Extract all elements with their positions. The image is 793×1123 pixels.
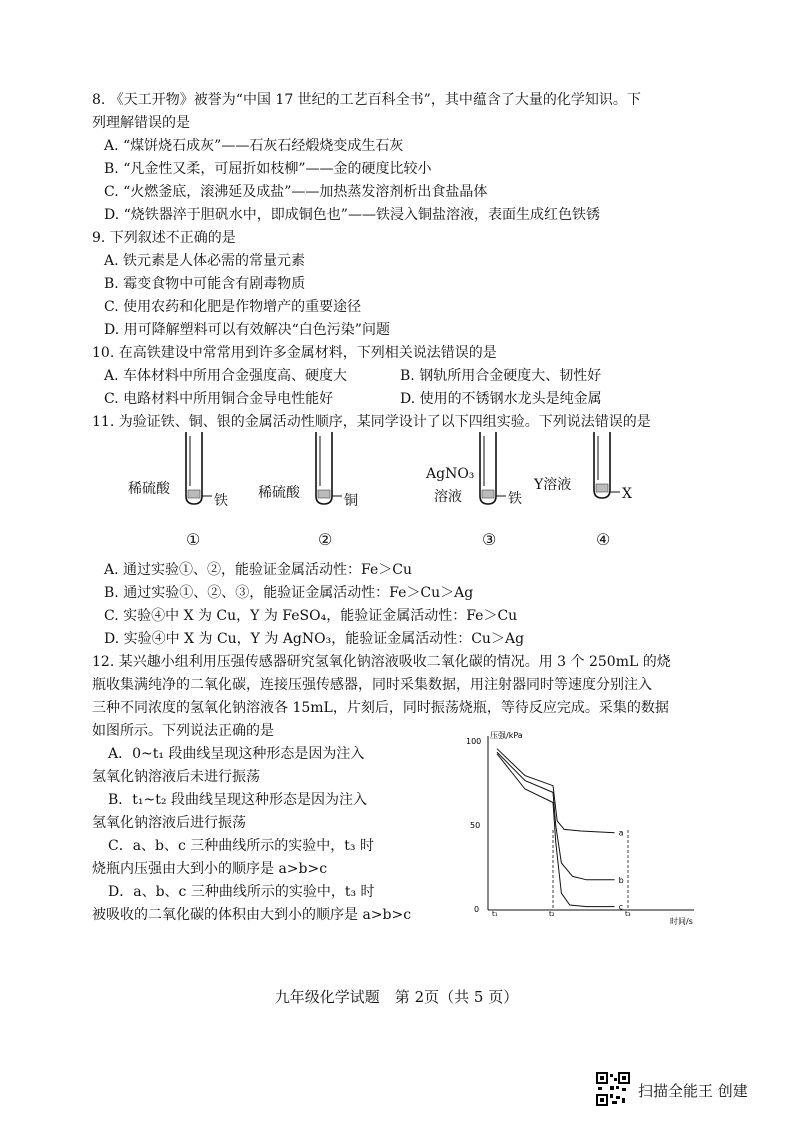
q12-option-d-line1: D．a、b、c 三种曲线所示的实验中，t₃ 时 (108, 884, 375, 900)
q12-stem-line2: 瓶收集满纯净的二氧化碳，连接压强传感器，同时采集数据，用注射器同时等速度分别注入 (92, 677, 652, 693)
q11-option-a: A. 通过实验①、②，能验证金属活动性：Fe＞Cu (104, 562, 412, 578)
q12-option-b-line1: B．t₁~t₂ 段曲线呈现这种形态是因为注入 (108, 792, 367, 808)
q12-option-d-line2: 被吸收的二氧化碳的体积由大到小的顺序是 a>b>c (92, 907, 412, 923)
tube3-metal-label: 铁 (508, 491, 522, 507)
series-c-label: c (618, 902, 624, 912)
y-tick-0: 0 (474, 905, 480, 914)
q12-option-a-line2: 氢氧化钠溶液后未进行振荡 (92, 769, 260, 785)
x-tick-t2: t₂ (549, 910, 555, 918)
x-axis-label: 时间/s (670, 917, 693, 926)
series-c-line (497, 754, 615, 907)
q11-option-d: D. 实验④中 X 为 Cu，Y 为 AgNO₃，能验证金属活动性：Cu＞Ag (104, 631, 525, 647)
test-tubes-figure (120, 430, 680, 520)
pressure-chart (462, 730, 702, 930)
q10-stem: 10. 在高铁建设中常常用到许多金属材料，下列相关说法错误的是 (92, 345, 497, 361)
x-tick-t3: t₃ (625, 910, 631, 918)
test-tube-1 (186, 432, 212, 504)
q8-option-b: B. “凡金性又柔，可屈折如枝柳”——金的硬度比较小 (104, 161, 432, 177)
tube1-number: ① (186, 530, 201, 549)
tube1-liquid-label: 稀硫酸 (128, 481, 170, 497)
q8-option-a: A. “煤饼烧石成灰”——石灰石经煅烧变成生石灰 (104, 138, 404, 154)
test-tube-4 (594, 432, 620, 498)
q10-option-c: C. 电路材料中所用铜合金导电性能好 (104, 391, 334, 407)
tube4-number: ④ (596, 530, 611, 549)
y-tick-100: 100 (466, 737, 482, 746)
q11-stem: 11. 为验证铁、铜、银的金属活动性顺序，某同学设计了以下四组实验。下列说法错误的是 (92, 414, 651, 430)
q10-option-a: A. 车体材料中所用合金强度高、硬度大 (104, 368, 348, 384)
q8-stem-line2: 列理解错误的是 (92, 115, 190, 131)
q8-option-c: C. “火燃釜底，滚沸延及成盐”——加热蒸发溶剂析出食盐晶体 (104, 184, 488, 200)
scanner-watermark: 扫描全能王 创建 (638, 1082, 748, 1100)
q9-option-d: D. 用可降解塑料可以有效解决“白色污染”问题 (104, 322, 390, 338)
test-tube-2 (316, 432, 342, 504)
tube2-number: ② (318, 530, 333, 549)
tube3-liquid-label-2: 溶液 (434, 489, 462, 505)
q9-option-a: A. 铁元素是人体必需的常量元素 (104, 253, 306, 269)
qr-code-icon (596, 1072, 630, 1106)
series-a-label: a (618, 828, 624, 838)
q12-stem-line3: 三种不同浓度的氢氧化钠溶液各 15mL，片刻后，同时振荡烧瓶，等待反应完成。采集的数据 (92, 700, 669, 716)
series-b-line (497, 752, 615, 880)
y-axis-label: 压强/kPa (490, 731, 523, 740)
q12-stem-line4: 如图所示。下列说法正确的是 (92, 723, 274, 739)
tube1-metal-label: 铁 (214, 493, 228, 509)
y-tick-50: 50 (470, 821, 481, 830)
tube2-metal-label: 铜 (344, 493, 358, 509)
q10-option-b: B. 钢轨所用合金硬度大、韧性好 (400, 368, 602, 384)
q12-stem-line1: 12. 某兴趣小组利用压强传感器研究氢氧化钠溶液吸收二氧化碳的情况。用 3 个 250mL 的烧 (92, 654, 671, 670)
q10-option-d: D. 使用的不锈钢水龙头是纯金属 (400, 391, 602, 407)
q11-option-b: B. 通过实验①、②、③，能验证金属活动性：Fe＞Cu＞Ag (104, 585, 474, 601)
q12-option-a-line1: A．0~t₁ 段曲线呈现这种形态是因为注入 (108, 746, 365, 762)
series-b-label: b (618, 875, 624, 885)
tube4-liquid-label: Y溶液 (534, 477, 572, 493)
tube3-liquid-label-1: AgNO₃ (426, 466, 475, 482)
q9-stem: 9. 下列叙述不正确的是 (92, 230, 236, 246)
page-footer: 九年级化学试题 第 2页（共 5 页） (274, 988, 519, 1006)
q11-option-c: C. 实验④中 X 为 Cu，Y 为 FeSO₄，能验证金属活动性：Fe＞Cu (104, 608, 518, 624)
q9-option-b: B. 霉变食物中可能含有剧毒物质 (104, 276, 306, 292)
q9-option-c: C. 使用农药和化肥是作物增产的重要途径 (104, 299, 362, 315)
q12-option-c-line1: C．a、b、c 三种曲线所示的实验中，t₃ 时 (108, 838, 374, 854)
q8-stem-line1: 8. 《天工开物》被誉为“中国 17 世纪的工艺百科全书”，其中蕴含了大量的化学知识。下 (92, 92, 641, 108)
tube3-number: ③ (482, 530, 497, 549)
q12-option-c-line2: 烧瓶内压强由大到小的顺序是 a>b>c (92, 861, 328, 877)
tube4-metal-label: X (622, 486, 632, 502)
x-tick-t1: t₁ (492, 910, 498, 918)
tube2-liquid-label: 稀硫酸 (258, 485, 300, 501)
q12-option-b-line2: 氢氧化钠溶液后进行振荡 (92, 815, 246, 831)
test-tube-3 (480, 432, 506, 504)
series-layer (497, 749, 624, 912)
q8-option-d: D. “烧铁器淬于胆矾水中，即成铜色也”——铁浸入铜盐溶液，表面生成红色铁锈 (104, 207, 600, 223)
